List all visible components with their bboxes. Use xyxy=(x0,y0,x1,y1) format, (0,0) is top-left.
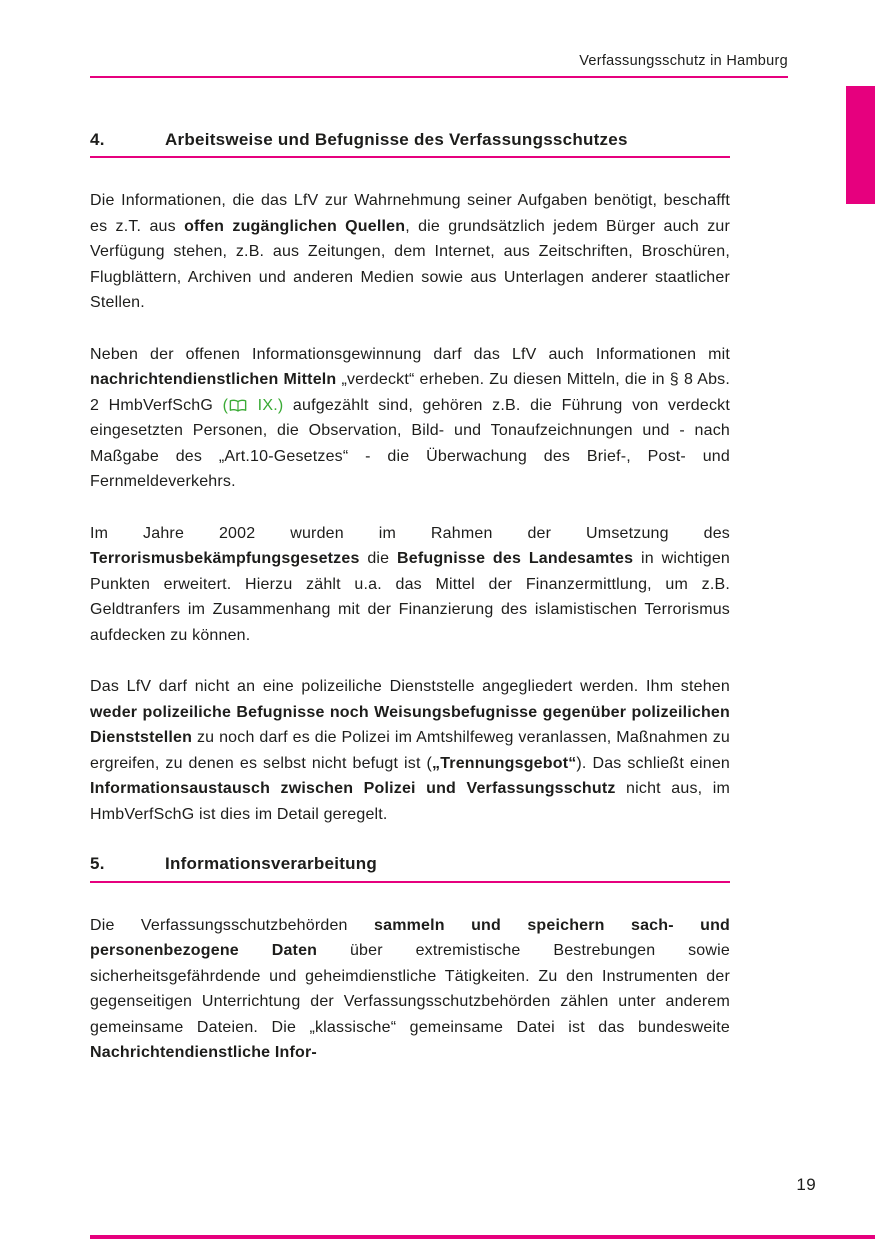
body-paragraph xyxy=(90,913,730,1066)
section-heading-block xyxy=(90,853,730,882)
bold-text: Terrorismusbekämpfungsgesetzes xyxy=(90,550,360,568)
chapter-tab xyxy=(846,86,875,204)
cross-reference-link[interactable]: IX.) xyxy=(248,396,284,414)
bold-text: Informationsaustausch zwischen Polizei und Verfassungsschutz xyxy=(90,780,616,798)
text-run: ). Das schließt einen xyxy=(576,754,730,772)
footer-rule xyxy=(90,1235,875,1239)
section-number: 4. xyxy=(90,130,105,149)
heading-rule xyxy=(90,881,730,883)
body-paragraph xyxy=(90,188,730,316)
bold-text: nachrichtendienstlichen Mitteln xyxy=(90,371,337,389)
section-title: Arbeitsweise und Befugnisse des Verfassungsschutzes xyxy=(165,130,628,149)
bold-text: Befugnisse des Landesamtes xyxy=(397,550,634,568)
text-run: Neben der offenen Informationsgewinnung darf das LfV auch Informationen mit xyxy=(90,345,730,363)
text-run: zu noch darf es die Polizei im Amtshilfeweg veranlassen, Maßnahmen zu ergreifen, zu denen es selbst nicht befugt ist ( xyxy=(90,729,730,772)
cross-reference-link[interactable]: ( xyxy=(222,396,229,414)
section-heading-block xyxy=(90,129,730,158)
section-number: 5. xyxy=(90,854,105,874)
body-paragraph xyxy=(90,674,730,827)
text-run: in wichtigen Punkten erweitert. Hierzu zählt u.a. das Mittel der Finanzermittlung, um z.B. Geldtranfers im Zusammenhang mit der Finanzierung des islamistischen Terrorismus aufdecken zu können. xyxy=(90,550,731,644)
running-header xyxy=(90,53,788,69)
text-run: Die Verfassungsschutzbehörden xyxy=(90,916,375,934)
text-run: aufgezählt sind, gehören z.B. die Führung von verdeckt eingesetzten Personen, die Observation, Bild- und Tonaufzeichnungen und - nach Maßgabe des „Art.10-Gesetzes“ - die Überwachung des Brief-, Post- und Fernmeldeverkehrs. xyxy=(90,396,731,491)
text-run: über extremistische Bestrebungen sowie sicherheitsgefährdende und geheimdienstliche Tätigkeiten. Zu den Instrumenten der gegenseitigen Unterrichtung der Verfassungsschutzbehörden zählen unter anderem gemeinsame Dateien. Die „klassische“ gemeinsame Datei ist das bundesweite xyxy=(90,942,730,1036)
text-run: Das LfV darf nicht an eine polizeiliche Dienststelle angegliedert werden. Ihm stehen xyxy=(90,678,730,696)
text-run: , die grundsätzlich jedem Bürger auch zur Verfügung stehen, z.B. aus Zeitungen, dem Internet, aus Zeitschriften, Broschüren, Flugblättern, Archiven und anderen Medien sowie aus Unterlagen anderer staatlicher Stellen. xyxy=(90,217,730,312)
bold-text: offen zugänglichen Quellen xyxy=(184,217,406,235)
section-title: Informationsverarbeitung xyxy=(165,854,378,874)
section-heading xyxy=(90,129,730,150)
document-content xyxy=(90,129,730,1092)
book-icon[interactable] xyxy=(228,397,248,414)
body-paragraph xyxy=(90,521,730,649)
page-number: 19 xyxy=(796,1175,816,1194)
bold-text: „Trennungsgebot“ xyxy=(432,754,577,772)
bold-text: sammeln und speichern sach- und personenbezogene Daten xyxy=(90,916,731,959)
bold-text: weder polizeiliche Befugnisse noch Weisungsbefugnisse gegenüber polizeilichen Dienststellen xyxy=(90,703,730,747)
running-header-text: Verfassungsschutz in Hamburg xyxy=(579,53,788,69)
bold-text: Nachrichtendienstliche Infor- xyxy=(90,1044,317,1061)
header-rule xyxy=(90,76,788,78)
text-run: nicht aus, im HmbVerfSchG ist dies im Detail geregelt. xyxy=(90,780,731,823)
section-heading xyxy=(90,853,730,874)
text-run: Im Jahre 2002 wurden im Rahmen der Umsetzung des xyxy=(90,524,730,542)
text-run: Die Informationen, die das LfV zur Wahrnehmung seiner Aufgaben benötigt, beschafft es z.T. aus xyxy=(90,192,730,235)
heading-rule xyxy=(90,156,730,158)
body-paragraph xyxy=(90,342,730,495)
text-run: die xyxy=(359,550,398,568)
text-run: „verdeckt“ erheben. Zu diesen Mitteln, die in § 8 Abs. 2 HmbVerfSchG xyxy=(90,371,730,414)
